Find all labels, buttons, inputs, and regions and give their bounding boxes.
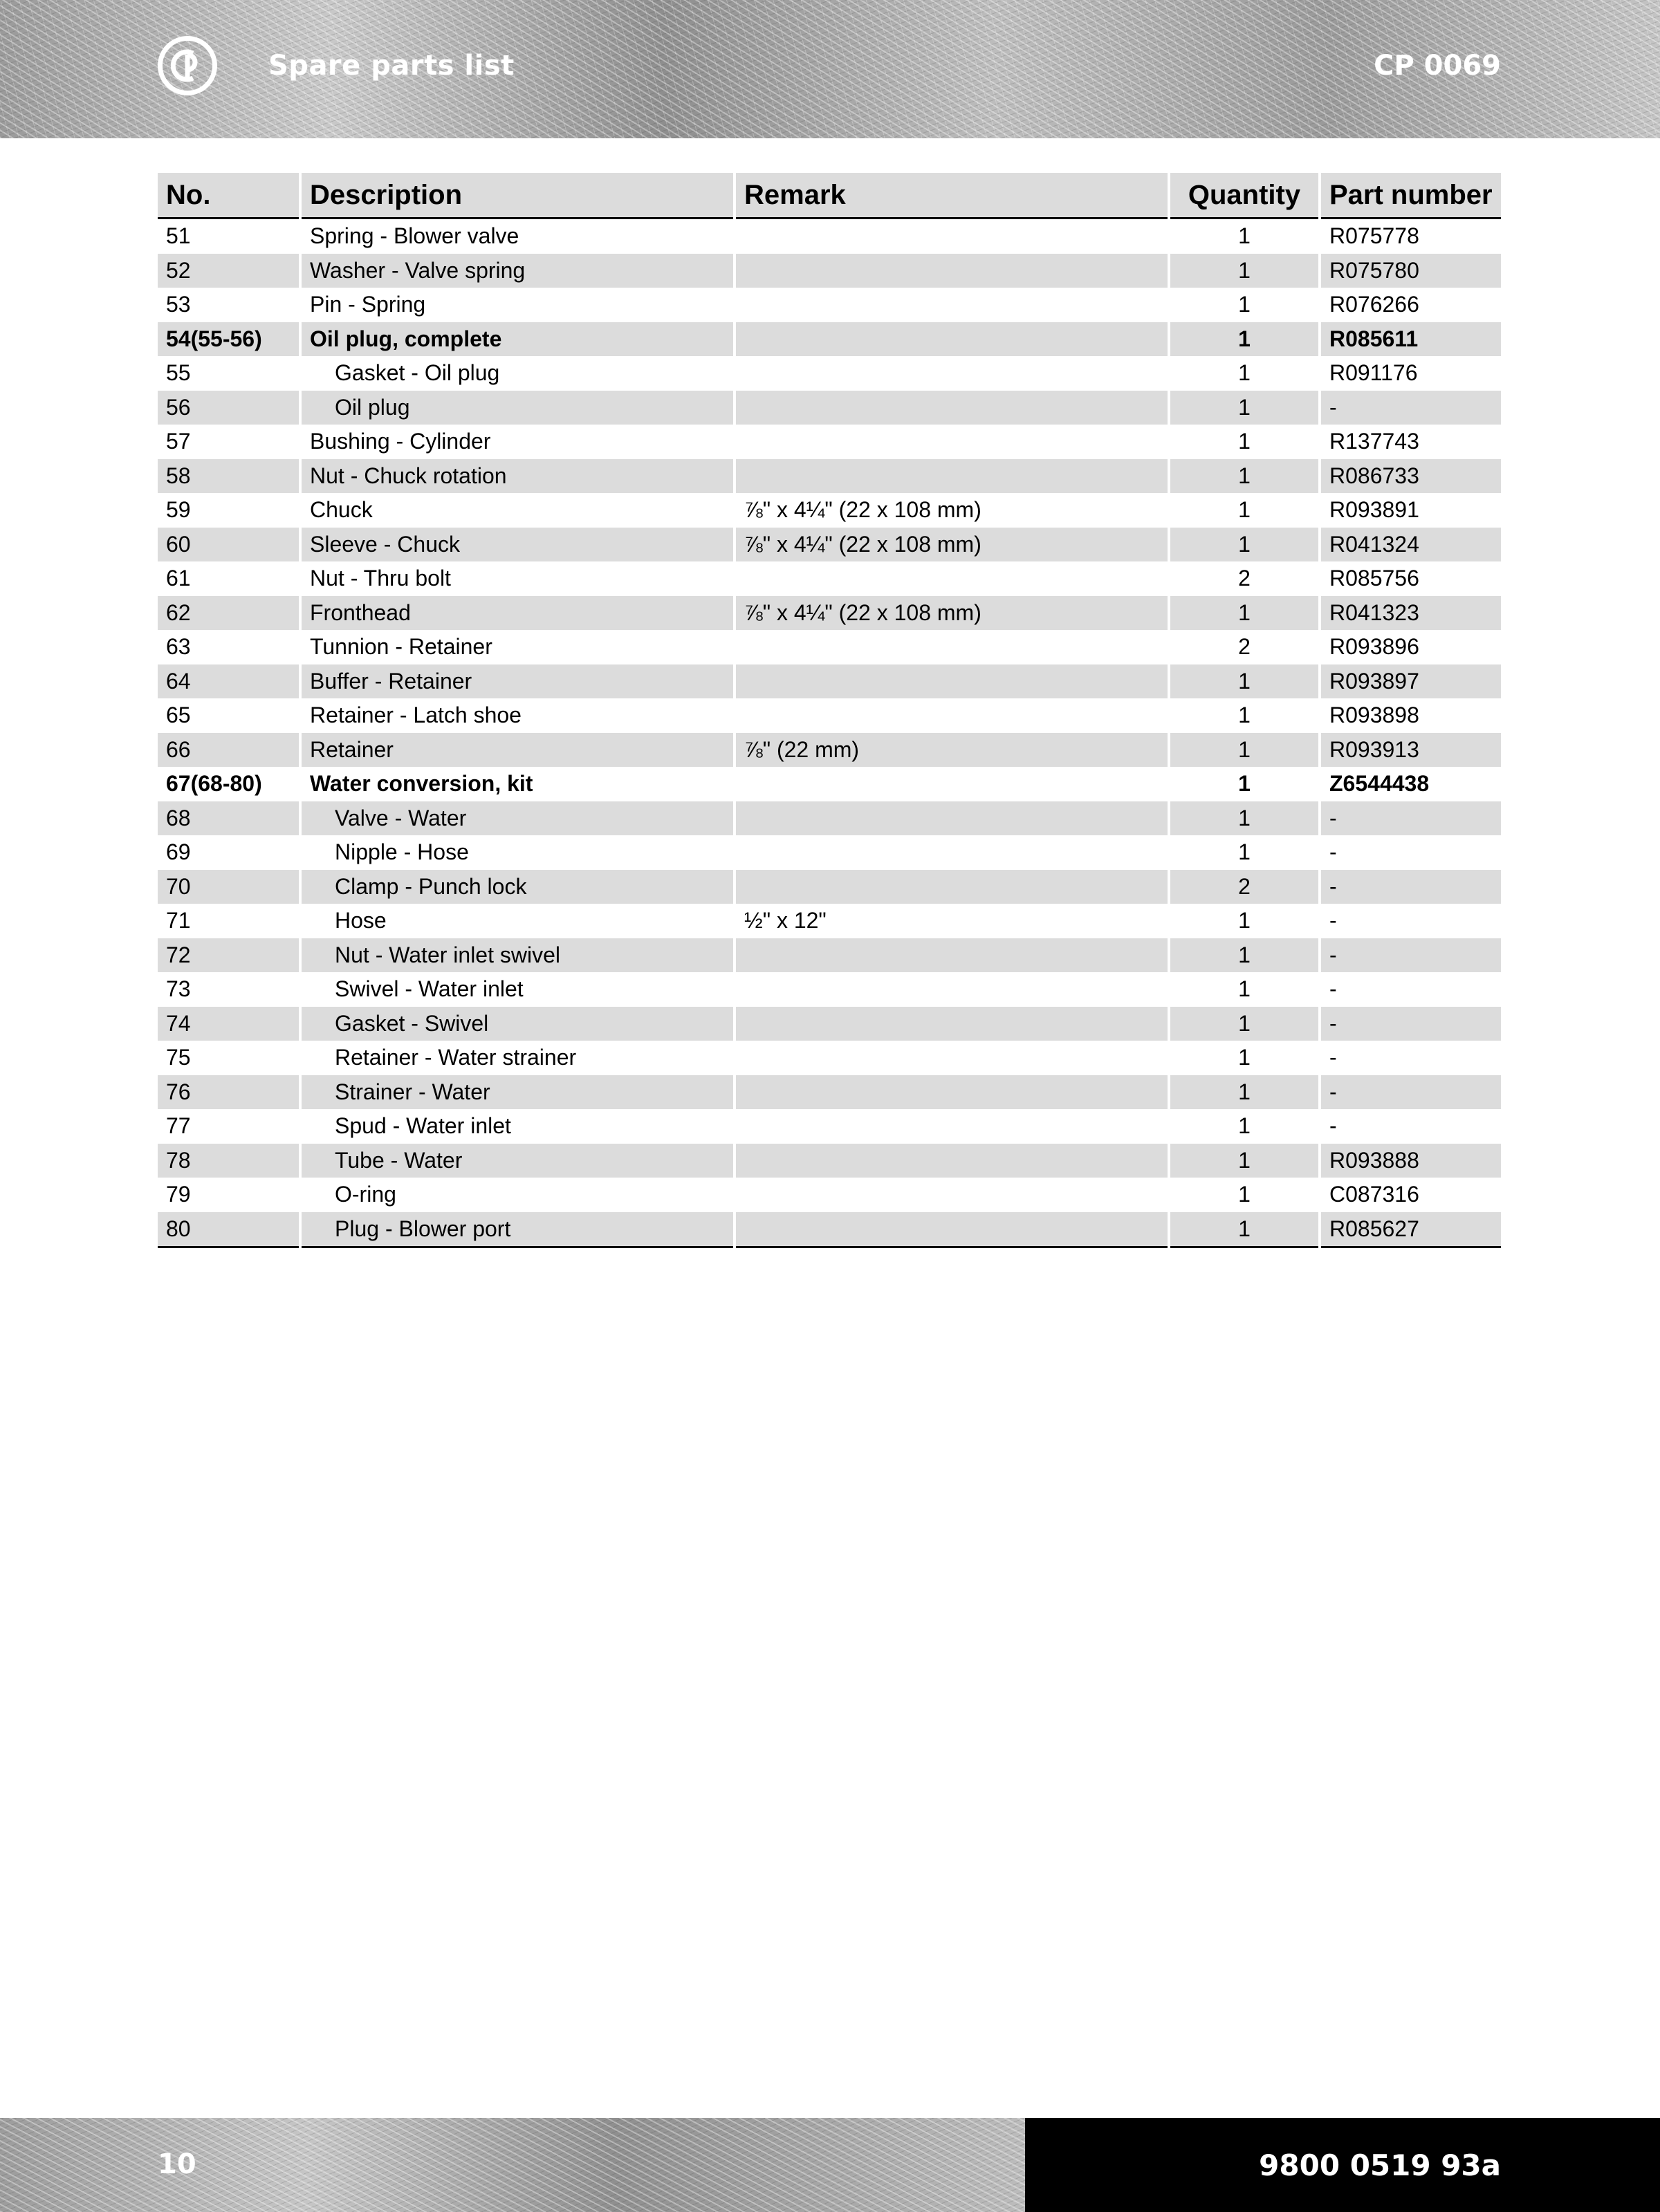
cell-quantity: 1: [1169, 425, 1320, 459]
cell-no: 75: [158, 1041, 300, 1075]
cell-part-number: R085627: [1320, 1212, 1502, 1247]
cell-remark: [735, 288, 1169, 322]
cell-quantity: 1: [1169, 1041, 1320, 1075]
cell-part-number: R093897: [1320, 664, 1502, 699]
table-header-row: [158, 173, 1502, 219]
cell-description: Hose: [300, 904, 735, 938]
cell-quantity: 1: [1169, 938, 1320, 973]
cell-part-number: R075780: [1320, 254, 1502, 288]
cell-part-number: R091176: [1320, 356, 1502, 391]
cell-part-number: Z6544438: [1320, 767, 1502, 801]
table-row: [158, 1178, 1502, 1212]
page-number: 10: [158, 2148, 196, 2180]
table-row: [158, 904, 1502, 938]
cell-no: 68: [158, 801, 300, 836]
table-row: [158, 1212, 1502, 1247]
cell-description: Nut - Thru bolt: [300, 561, 735, 596]
table-row: [158, 1109, 1502, 1144]
cell-no: 54(55-56): [158, 322, 300, 357]
cell-part-number: -: [1320, 1075, 1502, 1110]
table-row: [158, 1007, 1502, 1041]
table-row: [158, 288, 1502, 322]
cell-description: Nut - Chuck rotation: [300, 459, 735, 494]
cell-part-number: R093898: [1320, 698, 1502, 733]
cell-description: Spring - Blower valve: [300, 219, 735, 254]
cell-no: 57: [158, 425, 300, 459]
table-row: [158, 219, 1502, 254]
cell-part-number: -: [1320, 870, 1502, 904]
cell-no: 69: [158, 835, 300, 870]
page-title: Spare parts list: [268, 50, 515, 82]
cell-remark: [735, 664, 1169, 699]
cell-part-number: R075778: [1320, 219, 1502, 254]
cell-description: Sleeve - Chuck: [300, 528, 735, 562]
cell-part-number: R137743: [1320, 425, 1502, 459]
cell-quantity: 1: [1169, 835, 1320, 870]
cell-part-number: R093896: [1320, 630, 1502, 664]
cell-quantity: 1: [1169, 904, 1320, 938]
table-row: [158, 835, 1502, 870]
cell-quantity: 1: [1169, 1144, 1320, 1178]
cell-part-number: R093891: [1320, 493, 1502, 528]
cell-remark: [735, 322, 1169, 357]
cell-remark: [735, 698, 1169, 733]
table-row: [158, 561, 1502, 596]
cell-description: Valve - Water: [300, 801, 735, 836]
cell-remark: [735, 391, 1169, 425]
table-row: [158, 254, 1502, 288]
cell-remark: [735, 219, 1169, 254]
cell-description: Chuck: [300, 493, 735, 528]
cell-description: Oil plug: [300, 391, 735, 425]
cell-description: Bushing - Cylinder: [300, 425, 735, 459]
cell-description: Clamp - Punch lock: [300, 870, 735, 904]
footer: [0, 2118, 1660, 2212]
cell-remark: [735, 972, 1169, 1007]
table-row: [158, 801, 1502, 836]
cell-no: 59: [158, 493, 300, 528]
cell-quantity: 2: [1169, 630, 1320, 664]
cell-quantity: 1: [1169, 767, 1320, 801]
cell-quantity: 2: [1169, 561, 1320, 596]
model-code: CP 0069: [1374, 50, 1501, 82]
cell-no: 77: [158, 1109, 300, 1144]
cell-part-number: R085611: [1320, 322, 1502, 357]
cell-remark: [735, 1178, 1169, 1212]
table-body: [158, 219, 1502, 1247]
cell-no: 61: [158, 561, 300, 596]
footer-black-block: [1025, 2118, 1660, 2212]
table-row: [158, 391, 1502, 425]
cell-remark: [735, 561, 1169, 596]
cell-part-number: -: [1320, 938, 1502, 973]
cell-no: 52: [158, 254, 300, 288]
cell-quantity: 1: [1169, 391, 1320, 425]
footer-texture: [0, 2118, 1025, 2212]
table-row: [158, 870, 1502, 904]
table-row: [158, 630, 1502, 664]
cell-no: 58: [158, 459, 300, 494]
cell-quantity: 1: [1169, 254, 1320, 288]
cell-remark: ⅞" (22 mm): [735, 733, 1169, 768]
cell-description: Gasket - Swivel: [300, 1007, 735, 1041]
cell-remark: [735, 801, 1169, 836]
cell-no: 65: [158, 698, 300, 733]
cell-part-number: R041324: [1320, 528, 1502, 562]
cell-quantity: 1: [1169, 733, 1320, 768]
cell-description: Plug - Blower port: [300, 1212, 735, 1247]
cell-remark: [735, 835, 1169, 870]
cell-description: Swivel - Water inlet: [300, 972, 735, 1007]
cell-no: 67(68-80): [158, 767, 300, 801]
cell-remark: [735, 356, 1169, 391]
cell-no: 79: [158, 1178, 300, 1212]
cell-description: Water conversion, kit: [300, 767, 735, 801]
cell-quantity: 1: [1169, 288, 1320, 322]
cell-no: 60: [158, 528, 300, 562]
cell-part-number: R086733: [1320, 459, 1502, 494]
cell-description: Retainer - Latch shoe: [300, 698, 735, 733]
cell-no: 53: [158, 288, 300, 322]
cell-description: Tunnion - Retainer: [300, 630, 735, 664]
cell-no: 51: [158, 219, 300, 254]
cell-no: 56: [158, 391, 300, 425]
cell-part-number: -: [1320, 835, 1502, 870]
cell-remark: ½" x 12": [735, 904, 1169, 938]
cell-quantity: 1: [1169, 356, 1320, 391]
table-row: [158, 664, 1502, 699]
cell-description: Buffer - Retainer: [300, 664, 735, 699]
cell-description: Spud - Water inlet: [300, 1109, 735, 1144]
cell-description: Tube - Water: [300, 1144, 735, 1178]
cell-description: Fronthead: [300, 596, 735, 631]
cp-logo-icon: [158, 36, 217, 95]
cell-part-number: R085756: [1320, 561, 1502, 596]
table-row: [158, 459, 1502, 494]
cell-description: Pin - Spring: [300, 288, 735, 322]
cell-remark: [735, 870, 1169, 904]
table-row: [158, 733, 1502, 768]
cell-remark: [735, 459, 1169, 494]
cell-part-number: C087316: [1320, 1178, 1502, 1212]
table-row: [158, 972, 1502, 1007]
cell-remark: [735, 630, 1169, 664]
cell-quantity: 1: [1169, 664, 1320, 699]
column-header-description: Description: [300, 173, 735, 219]
cell-description: Gasket - Oil plug: [300, 356, 735, 391]
cell-remark: ⅞" x 4¼" (22 x 108 mm): [735, 528, 1169, 562]
table-row: [158, 528, 1502, 562]
cell-quantity: 1: [1169, 1075, 1320, 1110]
cell-no: 63: [158, 630, 300, 664]
cell-quantity: 1: [1169, 1007, 1320, 1041]
cell-quantity: 1: [1169, 322, 1320, 357]
table-row: [158, 767, 1502, 801]
table-row: [158, 1041, 1502, 1075]
cell-description: Strainer - Water: [300, 1075, 735, 1110]
cell-part-number: -: [1320, 972, 1502, 1007]
cell-part-number: R093888: [1320, 1144, 1502, 1178]
cell-remark: [735, 767, 1169, 801]
header-banner: [0, 0, 1660, 138]
cell-remark: [735, 1144, 1169, 1178]
cell-quantity: 1: [1169, 528, 1320, 562]
cell-no: 74: [158, 1007, 300, 1041]
cell-description: Nut - Water inlet swivel: [300, 938, 735, 973]
cell-quantity: 1: [1169, 1178, 1320, 1212]
column-header-part-number: Part number: [1320, 173, 1502, 219]
cell-part-number: -: [1320, 904, 1502, 938]
cell-no: 62: [158, 596, 300, 631]
cell-remark: [735, 1075, 1169, 1110]
cell-description: Nipple - Hose: [300, 835, 735, 870]
cell-no: 76: [158, 1075, 300, 1110]
spare-parts-table: [158, 173, 1504, 1248]
cell-remark: [735, 425, 1169, 459]
cell-quantity: 1: [1169, 1109, 1320, 1144]
cell-no: 55: [158, 356, 300, 391]
cell-quantity: 1: [1169, 459, 1320, 494]
cell-no: 78: [158, 1144, 300, 1178]
cell-no: 64: [158, 664, 300, 699]
cell-no: 71: [158, 904, 300, 938]
cell-remark: ⅞" x 4¼" (22 x 108 mm): [735, 493, 1169, 528]
cell-no: 70: [158, 870, 300, 904]
table-row: [158, 1075, 1502, 1110]
cell-part-number: -: [1320, 801, 1502, 836]
cell-description: O-ring: [300, 1178, 735, 1212]
table-row: [158, 322, 1502, 357]
table-row: [158, 356, 1502, 391]
document-number: 9800 0519 93a: [1259, 2148, 1501, 2182]
table-row: [158, 1144, 1502, 1178]
cell-remark: [735, 1109, 1169, 1144]
cell-description: Washer - Valve spring: [300, 254, 735, 288]
column-header-quantity: Quantity: [1169, 173, 1320, 219]
cell-description: Retainer - Water strainer: [300, 1041, 735, 1075]
cell-part-number: R076266: [1320, 288, 1502, 322]
cell-description: Retainer: [300, 733, 735, 768]
cell-quantity: 1: [1169, 596, 1320, 631]
cell-quantity: 1: [1169, 1212, 1320, 1247]
cell-remark: ⅞" x 4¼" (22 x 108 mm): [735, 596, 1169, 631]
column-header-remark: Remark: [735, 173, 1169, 219]
cell-quantity: 1: [1169, 972, 1320, 1007]
cell-remark: [735, 1041, 1169, 1075]
table-row: [158, 596, 1502, 631]
column-header-no: No.: [158, 173, 300, 219]
cell-remark: [735, 1007, 1169, 1041]
cell-quantity: 1: [1169, 493, 1320, 528]
cell-description: Oil plug, complete: [300, 322, 735, 357]
cell-part-number: -: [1320, 391, 1502, 425]
cell-no: 72: [158, 938, 300, 973]
cell-no: 66: [158, 733, 300, 768]
cell-no: 73: [158, 972, 300, 1007]
cell-quantity: 2: [1169, 870, 1320, 904]
table-row: [158, 493, 1502, 528]
cell-part-number: -: [1320, 1007, 1502, 1041]
cell-part-number: -: [1320, 1109, 1502, 1144]
cell-part-number: R093913: [1320, 733, 1502, 768]
cell-quantity: 1: [1169, 219, 1320, 254]
table-row: [158, 698, 1502, 733]
table-row: [158, 938, 1502, 973]
cell-remark: [735, 254, 1169, 288]
cell-remark: [735, 1212, 1169, 1247]
cell-part-number: R041323: [1320, 596, 1502, 631]
cell-remark: [735, 938, 1169, 973]
table-row: [158, 425, 1502, 459]
cell-quantity: 1: [1169, 698, 1320, 733]
cell-part-number: -: [1320, 1041, 1502, 1075]
cell-no: 80: [158, 1212, 300, 1247]
cell-quantity: 1: [1169, 801, 1320, 836]
